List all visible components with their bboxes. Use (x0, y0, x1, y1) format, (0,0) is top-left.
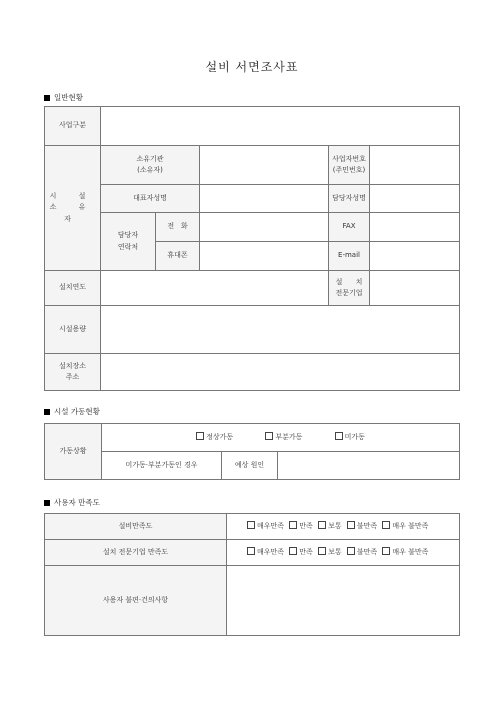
operation-status-label: 가동상황 (45, 424, 102, 480)
section-satisfaction-heading (44, 497, 100, 508)
biz-reg-no-label: 사업자번호 (주민번호) (329, 146, 370, 185)
section-general-label: 일반현황 (54, 93, 83, 102)
facility-use-field[interactable] (101, 306, 460, 354)
mobile-field[interactable] (200, 242, 329, 271)
checkbox-icon[interactable] (382, 547, 390, 555)
installer-field[interactable] (370, 271, 460, 306)
manager-name-label: 담당자성명 (329, 185, 370, 213)
installer-satisfaction-label: 설치 전문기업 만족도 (45, 540, 227, 566)
operation-options (102, 424, 460, 452)
scale-very-dissatisfied[interactable]: 매우 불만족 (382, 548, 428, 556)
scale-very-satisfied[interactable]: 매우만족 (247, 522, 284, 530)
business-type-field[interactable] (101, 107, 460, 146)
checkbox-icon[interactable] (265, 432, 273, 440)
reason-label: 예상 원인 (222, 452, 278, 480)
business-type-label: 사업구분 (45, 107, 101, 146)
installer-label: 설 치 전문기업 (329, 271, 370, 306)
satisfaction-table (44, 513, 460, 636)
install-address-label: 설치장소 주소 (45, 354, 101, 391)
section-operation-label: 시설 가동현황 (54, 407, 100, 416)
phone-field[interactable] (200, 213, 329, 242)
checkbox-icon[interactable] (247, 521, 255, 529)
phone-label: 전 화 (156, 213, 200, 242)
facility-use-label: 시설용량 (45, 306, 101, 354)
owner-org-field[interactable] (200, 146, 329, 185)
general-table (44, 106, 460, 391)
option-normal[interactable]: 정상가동 (196, 433, 233, 441)
equipment-satisfaction-options (227, 514, 460, 540)
scale-neutral[interactable]: 보통 (318, 522, 342, 530)
scale-very-dissatisfied[interactable]: 매우 불만족 (382, 522, 428, 530)
owner-org-label: 소유기관 (소유자) (101, 146, 200, 185)
mobile-label: 휴대폰 (156, 242, 200, 271)
scale-dissatisfied[interactable]: 불만족 (347, 548, 377, 556)
email-field[interactable] (370, 242, 460, 271)
checkbox-icon[interactable] (382, 521, 390, 529)
install-year-field[interactable] (101, 271, 329, 306)
checkbox-icon[interactable] (247, 547, 255, 555)
facility-owner-label: 시 설 소 유 자 (45, 146, 101, 271)
section-satisfaction-label: 사용자 만족도 (54, 498, 100, 507)
rep-name-field[interactable] (200, 185, 329, 213)
square-bullet-icon (44, 409, 50, 415)
option-partial[interactable]: 부분가동 (265, 433, 302, 441)
fax-label: FAX (329, 213, 370, 242)
scale-satisfied[interactable]: 만족 (289, 548, 313, 556)
checkbox-icon[interactable] (318, 547, 326, 555)
scale-neutral[interactable]: 보통 (318, 548, 342, 556)
page-title: 설비 서면조사표 (205, 60, 299, 74)
biz-reg-no-field[interactable] (370, 146, 460, 185)
manager-name-field[interactable] (370, 185, 460, 213)
email-label: E-mail (329, 242, 370, 271)
installer-satisfaction-options (227, 540, 460, 566)
scale-very-satisfied[interactable]: 매우만족 (247, 548, 284, 556)
operation-table (44, 423, 460, 480)
checkbox-icon[interactable] (318, 521, 326, 529)
checkbox-icon[interactable] (335, 432, 343, 440)
manager-contact-label: 담당자 연락처 (101, 213, 156, 271)
condition-label: 미가동·부분가동인 경우 (102, 452, 222, 480)
fax-field[interactable] (370, 213, 460, 242)
scale-satisfied[interactable]: 만족 (289, 522, 313, 530)
user-opinion-label: 사용자 불편·건의사항 (45, 566, 227, 636)
checkbox-icon[interactable] (347, 521, 355, 529)
reason-field[interactable] (278, 452, 460, 480)
equipment-satisfaction-label: 설비만족도 (45, 514, 227, 540)
user-opinion-field[interactable] (227, 566, 460, 636)
checkbox-icon[interactable] (289, 547, 297, 555)
square-bullet-icon (44, 95, 50, 101)
install-year-label: 설치연도 (45, 271, 101, 306)
section-operation-heading (44, 406, 100, 417)
square-bullet-icon (44, 500, 50, 506)
option-none[interactable]: 미가동 (335, 433, 365, 441)
scale-dissatisfied[interactable]: 불만족 (347, 522, 377, 530)
install-address-field[interactable] (101, 354, 460, 391)
rep-name-label: 대표자성명 (101, 185, 200, 213)
checkbox-icon[interactable] (347, 547, 355, 555)
section-general-heading (44, 92, 83, 103)
checkbox-icon[interactable] (196, 432, 204, 440)
checkbox-icon[interactable] (289, 521, 297, 529)
